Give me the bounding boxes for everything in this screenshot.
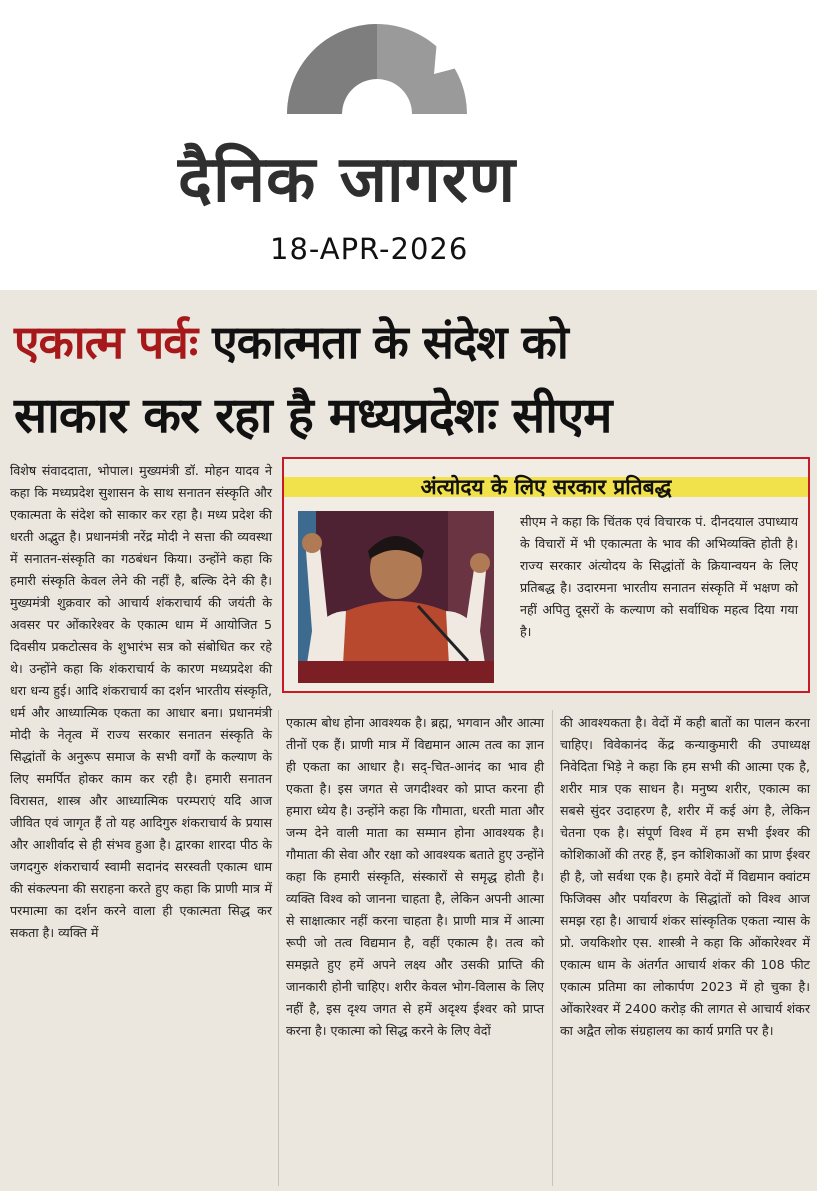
publication-date: 18-APR-2026 — [270, 232, 469, 266]
article-column-2: एकात्म बोध होना आवश्यक है। ब्रह्म, भगवान और आत्मा तीनों एक हैं। प्राणी मात्र में विद्यमान आत्म तत्व का ज्ञान ही एकता का आधार है। सद्-चित-आनंद का भाव ही एकता है। इस जगत से जगदीश्वर को प्राप्त करना ही हमारा ध्येय है। उन्होंने कहा कि गौमाता, धरती माता और जन्म देने वाली माता का सम्मान होना आवश्यक है। गौमाता की सेवा और रक्षा को आवश्यक बताते हुए उन्होंने कहा कि हमारी संस्कृति, संस्कारों से समृद्ध होती है। व्यक्ति विश्व को जानना चाहता है, लेकिन अपनी आत्मा से साक्षात्कार नहीं करना चाहता है। प्राणी मात्र में आत्मा रूपी जो तत्व विद्यमान है, वहीं एकात्म है। तत्व को समझते हुए हमें अपने लक्ष्य और उसकी प्राप्ति की जानकारी होनी चाहिए। शरीर केवल भोग-विलास के लिए नहीं है, इस दृश्य जगत से हमें अदृश्य ईश्वर को प्राप्त करना है। एकात्मा को सिद्ध करने के लिए वेदों — [286, 715, 544, 1038]
headline-kicker: एकात्म पर्वः — [14, 315, 198, 369]
headline-line-1 — [14, 312, 814, 372]
newspaper-logo-icon — [262, 4, 492, 114]
sidebar-title: अंत्योदय के लिए सरकार प्रतिबद्ध — [284, 473, 808, 501]
sidebar-text: सीएम ने कहा कि चिंतक एवं विचारक पं. दीनदयाल उपाध्याय के विचारों में भी एकात्मता के भाव की अभिव्यक्ति होती है। राज्य सरकार अंत्योदय के सिद्धांतों के क्रियान्वयन के लिए प्रतिबद्ध है। उदारमना भारतीय सनातन संस्कृति में भक्षण को नहीं अपितु दूसरों के कल्याण को सर्वाधिक महत्व दिया गया है। — [520, 514, 798, 639]
newspaper-masthead: दैनिक जागरण — [178, 143, 517, 217]
column-divider — [552, 710, 553, 1186]
headline-line-1-text: एकात्मता के संदेश को — [197, 315, 568, 369]
headline-line-2: साकार कर रहा है मध्यप्रदेशः सीएम — [14, 387, 612, 444]
cm-speaking-photo — [298, 511, 494, 683]
sidebar-box — [282, 457, 810, 693]
article-column-3: की आवश्यकता है। वेदों में कही बातों का पालन करना चाहिए। विवेकानंद केंद्र कन्याकुमारी की उपाध्यक्ष निवेदिता भिड़े ने कहा कि हम सभी की आत्मा एक है, शरीर मात्र एक साधन है। मनुष्य शरीर, एकात्म का सबसे सुंदर उदाहरण है, शरीर में कई अंग है, लेकिन चेतना एक है। संपूर्ण विश्व में हम सभी ईश्वर की कोशिकाओं की तरह हैं, इन कोशिकाओं का प्राण ईश्वर ही है, जो सर्वथा एक है। हमारे वेदों में विद्यमान क्वांटम फिजिक्स और पर्यावरण के सिद्धांतों को विश्व आज समझ रहा है। आचार्य शंकर सांस्कृतिक एकता न्यास के प्रो. जयकिशोर एस. शास्त्री ने कहा कि ओंकारेश्वर में एकात्म धाम के अंतर्गत आचार्य शंकर की 108 फीट एकात्म प्रतिमा का लोकार्पण 2023 में हो चुका है। ओंकारेश्वर में 2400 करोड़ की लागत से आचार्य शंकर का अद्वैत लोक संग्रहालय का कार्य प्रगति पर है। — [560, 715, 810, 1038]
column-divider — [278, 710, 279, 1186]
article-column-1: विशेष संवाददाता, भोपाल। मुख्यमंत्री डॉ. मोहन यादव ने कहा कि मध्यप्रदेश सुशासन के साथ सनातन संस्कृति और एकात्मता के संदेश को साकार कर रहा है। मध्य प्रदेश की धरती अद्भुत है। प्रधानमंत्री नरेंद्र मोदी ने सत्ता की व्यवस्था में सनातन-संस्कृति का गठबंधन किया। उन्होंने कहा कि हमारी संस्कृति केवल लेने की नहीं है, बल्कि देने की है। मुख्यमंत्री शुक्रवार को आचार्य शंकराचार्य की जयंती के अवसर पर ओंकारेश्वर के एकात्म धाम में आयोजित 5 दिवसीय प्रकटोत्सव के शुभारंभ सत्र को संबोधित कर रहे थे। उन्होंने कहा कि शंकराचार्य के कारण मध्यप्रदेश की धरा धन्य हुई। आदि शंकराचार्य का दर्शन भारतीय संस्कृति, धर्म और आध्यात्मिक एकता का आधार बना। प्रधानमंत्री मोदी के नेतृत्व में राज्य सरकार सनातन संस्कृति के सिद्धांतों के अनुरूप समाज के सभी वर्गों के कल्याण के लिए समर्पित होकर काम कर रही है। हमारी सनातन विरासत, शास्त्र और आध्यात्मिक परम्पराएं यदि आज जीवित एवं जागृत हैं तो यह आदिगुरु शंकराचार्य के प्रयास और आशीर्वाद से ही संभव हुआ है। द्वारका शारदा पीठ के जगदगुरु शंकराचार्य स्वामी सदानंद सरस्वती एकात्म धाम की संकल्पना की सराहना करते हुए कहा कि प्राणी मात्र में परमात्मा का दर्शन करने वाला ही एकात्मता सिद्ध कर सकता है। व्यक्ति में — [10, 463, 272, 940]
